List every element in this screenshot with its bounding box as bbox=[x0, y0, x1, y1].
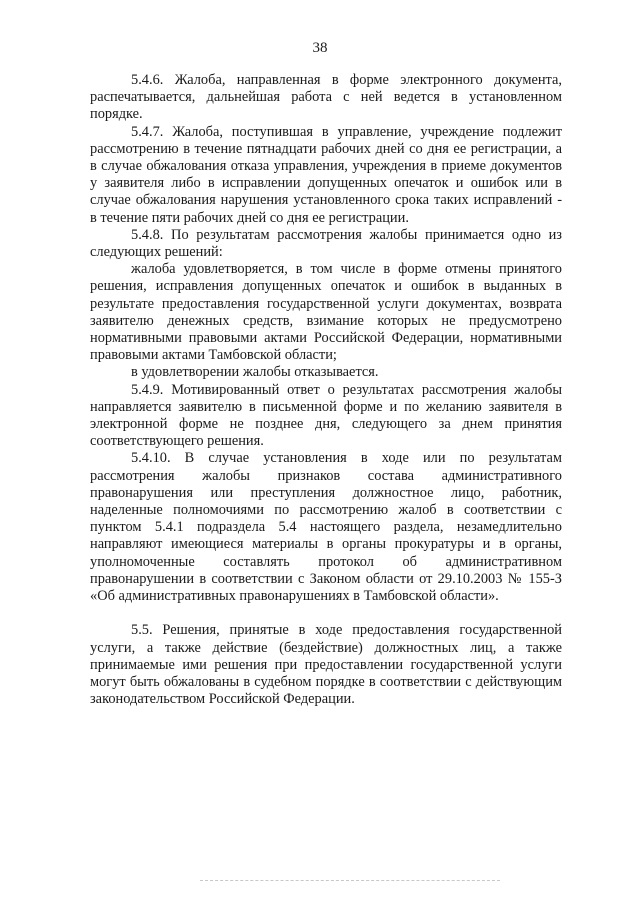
paragraph-5-4-7: 5.4.7. Жалоба, поступившая в управление, учреждение подлежит рассмотрению в течение пятнадцати рабочих дней со дня ее регистрации, а в случае обжалования отказа управления, учреждения в приеме документов у заявителя либо в исправлении допущенных опечаток и ошибок или в случае обжалования нарушения установленного срока таких исправлений - в течение пяти рабочих дней со дня ее регистрации. bbox=[90, 123, 562, 226]
paragraph-5-4-8: 5.4.8. По результатам рассмотрения жалобы принимается одно из следующих решений: bbox=[90, 226, 562, 261]
page-number: 38 bbox=[312, 40, 328, 56]
paragraph-decision-refuse: в удовлетворении жалобы отказывается. bbox=[131, 364, 379, 381]
footer-divider bbox=[200, 880, 500, 881]
paragraph-5-4-10: 5.4.10. В случае установления в ходе или по результатам рассмотрения жалобы признаков состава административного правонарушения или преступления должностное лицо, работник, наделенные полномочиями по рассмотрению жалоб в соответствии с пунктом 5.4.1 подраздела 5.4 настоящего раздела, незамедлительно направляют имеющиеся материалы в органы прокуратуры и в органы, уполномоченные составлять протокол об административном правонарушении в соответствии с Законом области от 29.10.2003 № 155-З «Об административных правонарушениях в Тамбовской области». bbox=[90, 450, 562, 605]
paragraph-decision-satisfy: жалоба удовлетворяется, в том числе в форме отмены принятого решения, исправления допущенных опечаток и ошибок в выданных в результате предоставления государственной услуги документах, возврата заявителю денежных средств, взимание которых не предусмотрено нормативными правовыми актами Российской Федерации, нормативными правовыми актами Тамбовской области; bbox=[90, 261, 562, 364]
document-body bbox=[90, 72, 562, 708]
paragraph-5-4-9: 5.4.9. Мотивированный ответ о результатах рассмотрения жалобы направляется заявителю в письменной форме и по желанию заявителя в электронной форме не позднее дня, следующего за днем принятия соответствующего решения. bbox=[90, 381, 562, 450]
paragraph-5-5: 5.5. Решения, принятые в ходе предоставления государственной услуги, а также действие (бездействие) должностных лиц, а также принимаемые ими решения при предоставлении государственной услуги могут быть обжалованы в судебном порядке в соответствии с действующим законодательством Российской Федерации. bbox=[90, 622, 562, 708]
paragraph-5-4-6: 5.4.6. Жалоба, направленная в форме электронного документа, распечатывается, дальнейшая работа с ней ведется в установленном порядке. bbox=[90, 72, 562, 123]
